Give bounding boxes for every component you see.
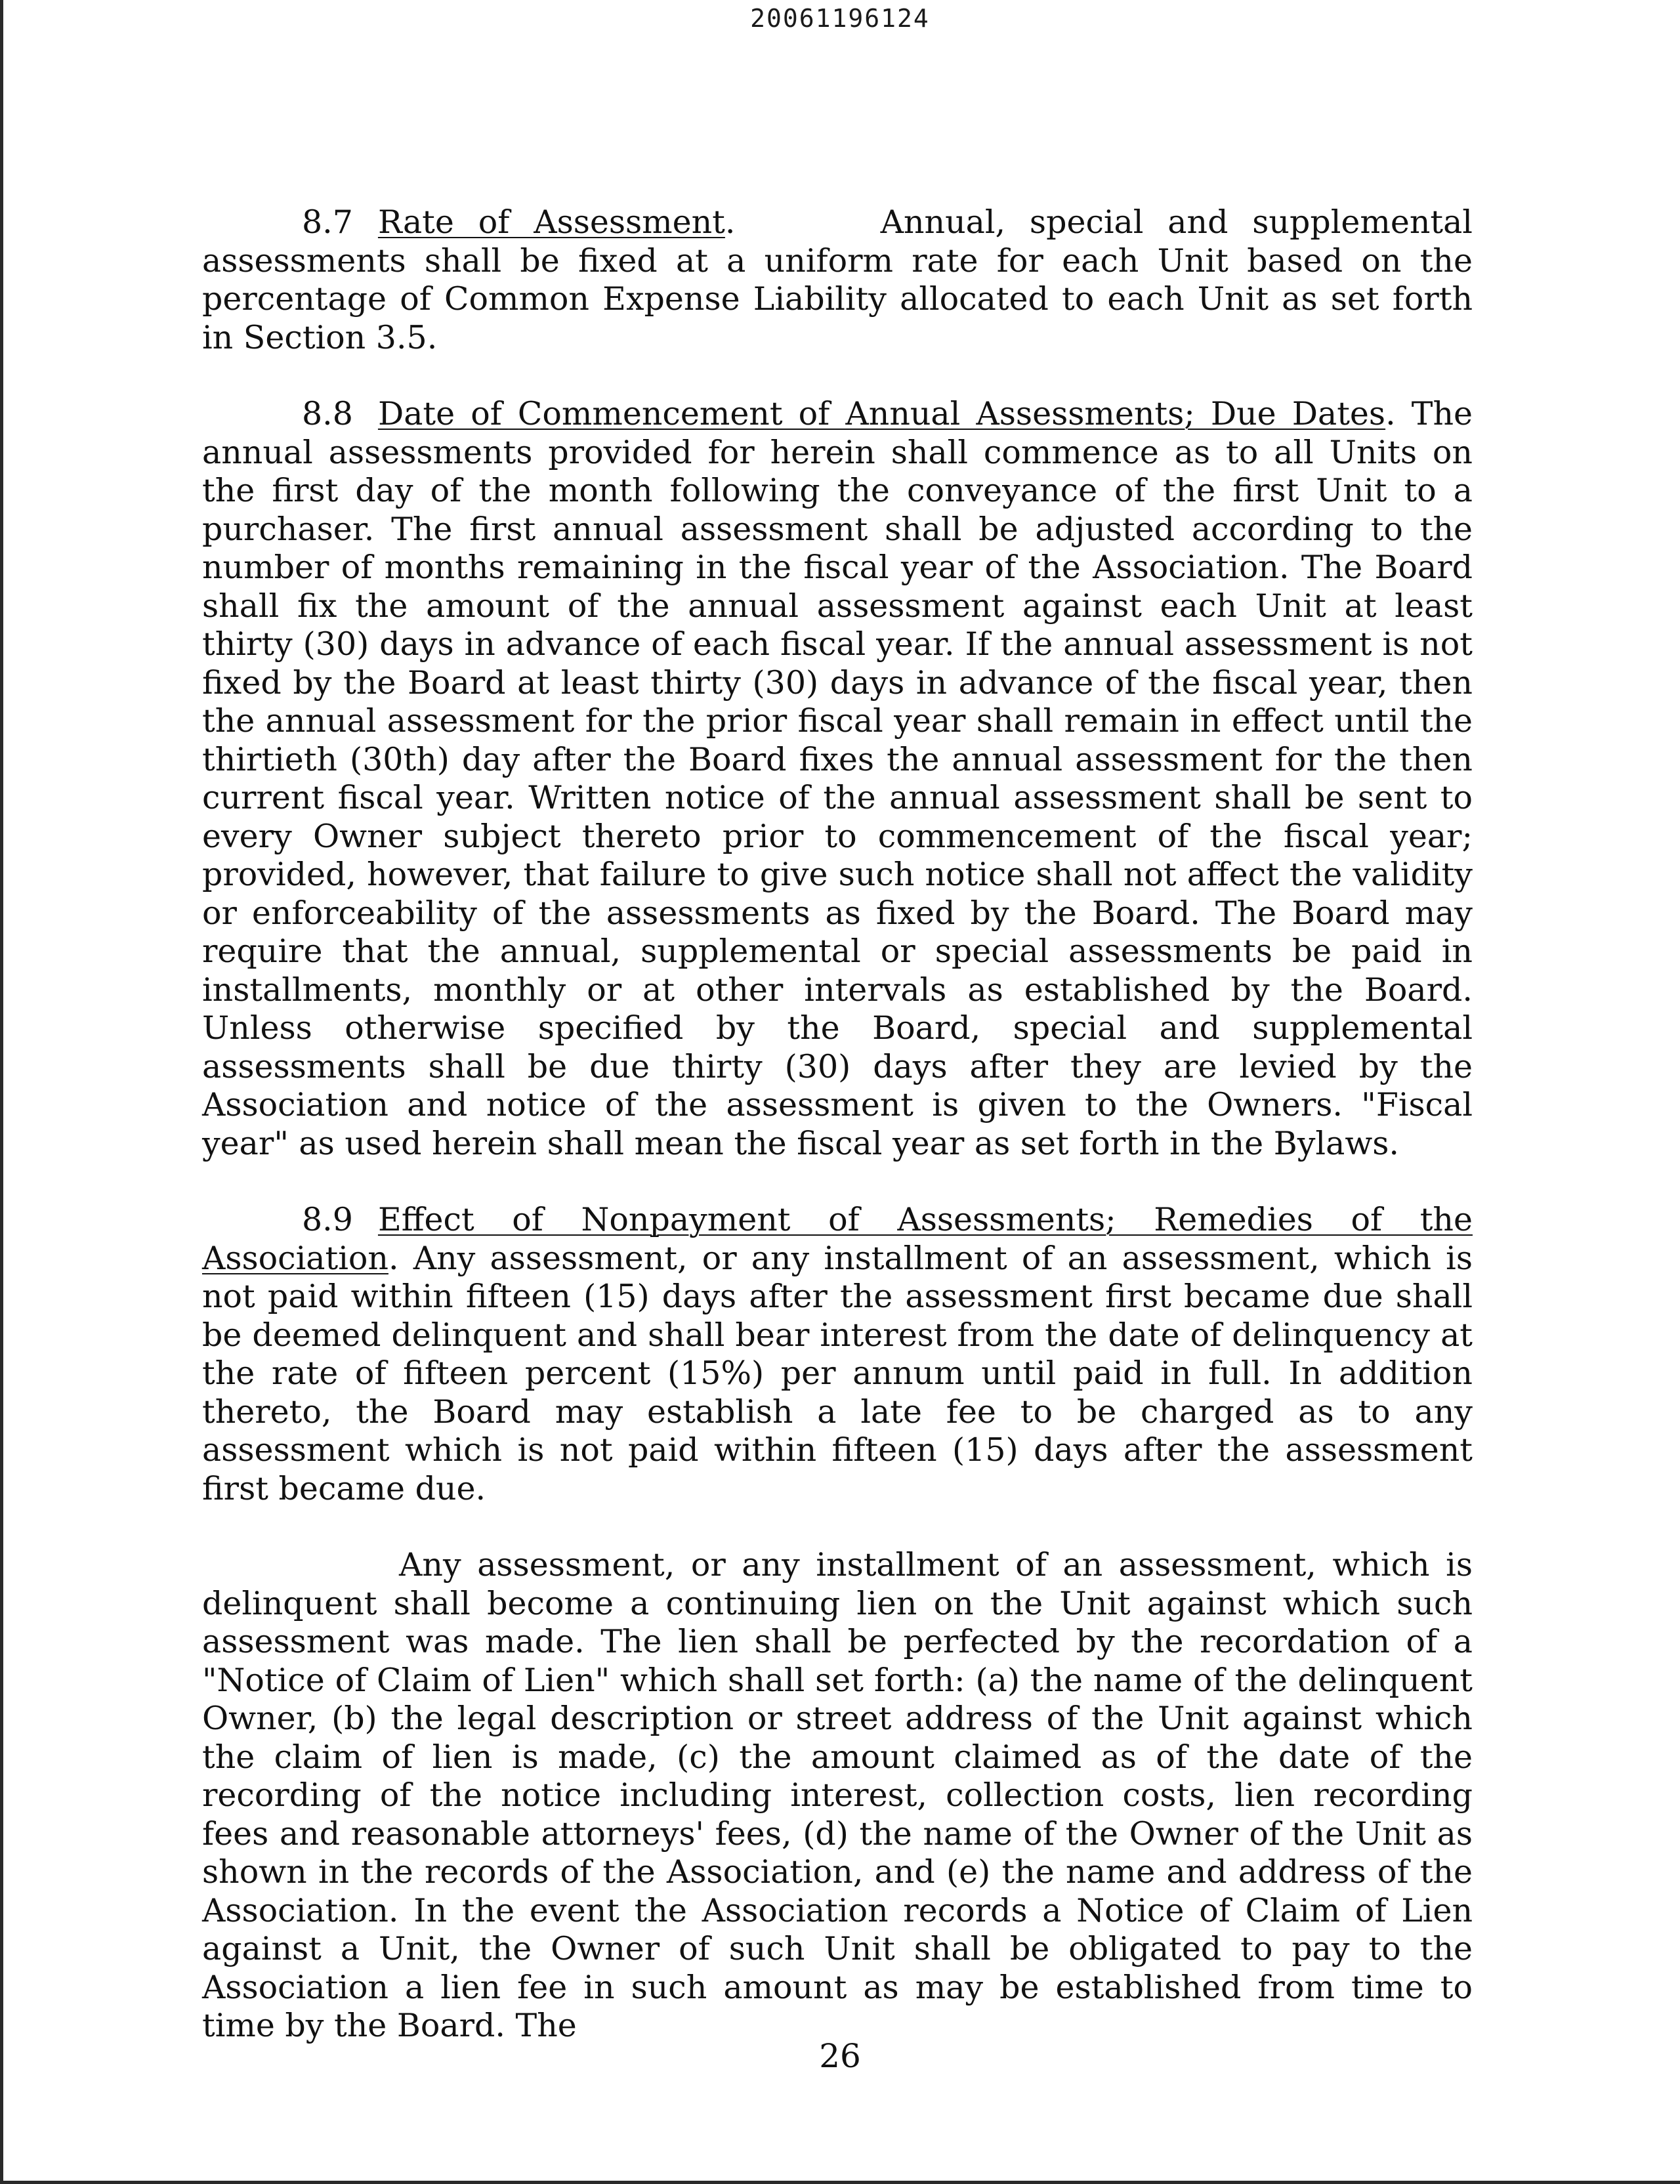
- section-number: 8.9: [302, 1201, 353, 1238]
- section-heading: Effect of Nonpayment of Assessments; Remedies of the Association: [202, 1201, 1473, 1277]
- page-number: 26: [819, 2037, 861, 2075]
- heading-suffix: .: [1385, 395, 1396, 432]
- scan-left-border: [0, 0, 3, 2184]
- section-heading: Rate of Assessment: [377, 203, 725, 241]
- section-8-9: [202, 1201, 1473, 1508]
- section-text: Any assessment, or any installment of an assessment, which is not paid within fifteen (15) days after the assessment first became due shall be deemed delinquent and shall bear interest from the date of delinquency at the rate of fifteen percent (15%) per annum until paid in full. In addition thereto, the Board may establish a late fee to be charged as to any assessment which is not paid within fifteen (15) days after the assessment first became due.: [202, 1239, 1473, 1507]
- section-text: Annual, special and supplemental assessments shall be fixed at a uniform rate for each Unit based on the percentage of Common Expense Liability allocated to each Unit as set forth in Section 3.5.: [202, 203, 1473, 356]
- section-heading: Date of Commencement of Annual Assessments; Due Dates: [377, 395, 1386, 432]
- section-8-8: [202, 395, 1473, 1163]
- heading-suffix: .: [388, 1239, 399, 1277]
- document-body: [202, 203, 1473, 2084]
- document-number: 20061196124: [750, 4, 930, 33]
- lien-paragraph: Any assessment, or any installment of an assessment, which is delinquent shall become a continuing lien on the Unit against which such assessment was made. The lien shall be perfected by the recordation of a "Notice of Claim of Lien" which shall set forth: (a) the name of the delinquent Owner, (b) the legal description or street address of the Unit against which the claim of lien is made, (c) the amount claimed as of the date of the recording of the notice including interest, collection costs, lien recording fees and reasonable attorneys' fees, (d) the name of the Owner of the Unit as shown in the records of the Association, and (e) the name and address of the Association. In the event the Association records a Notice of Claim of Lien against a Unit, the Owner of such Unit shall be obligated to pay to the Association a lien fee in such amount as may be established from time to time by the Board. The: [202, 1546, 1473, 2044]
- section-text: The annual assessments provided for herein shall commence as to all Units on the first day of the month following the conveyance of the first Unit to a purchaser. The first annual assessment shall be adjusted according to the number of months remaining in the fiscal year of the Association. The Board shall fix the amount of the annual assessment against each Unit at least thirty (30) days in advance of each fiscal year. If the annual assessment is not fixed by the Board at least thirty (30) days in advance of the fiscal year, then the annual assessment for the prior fiscal year shall remain in effect until the thirtieth (30th) day after the Board fixes the annual assessment for the then current fiscal year. Written notice of the annual assessment shall be sent to every Owner subject thereto prior to commencement of the fiscal year; provided, however, that failure to give such notice shall not affect the validity or enforceability of the assessments as fixed by the Board. The Board may require that the annual, supplemental or special assessments be paid in installments, monthly or at other intervals as established by the Board. Unless otherwise specified by the Board, special and supplemental assessments shall be due thirty (30) days after they are levied by the Association and notice of the assessment is given to the Owners. "Fiscal year" as used herein shall mean the fiscal year as set forth in the Bylaws.: [202, 395, 1473, 1162]
- section-8-7: [202, 203, 1473, 357]
- heading-suffix: .: [724, 203, 736, 241]
- section-number: 8.7: [302, 203, 353, 241]
- scan-bottom-border: [0, 2181, 1680, 2184]
- section-number: 8.8: [302, 395, 353, 432]
